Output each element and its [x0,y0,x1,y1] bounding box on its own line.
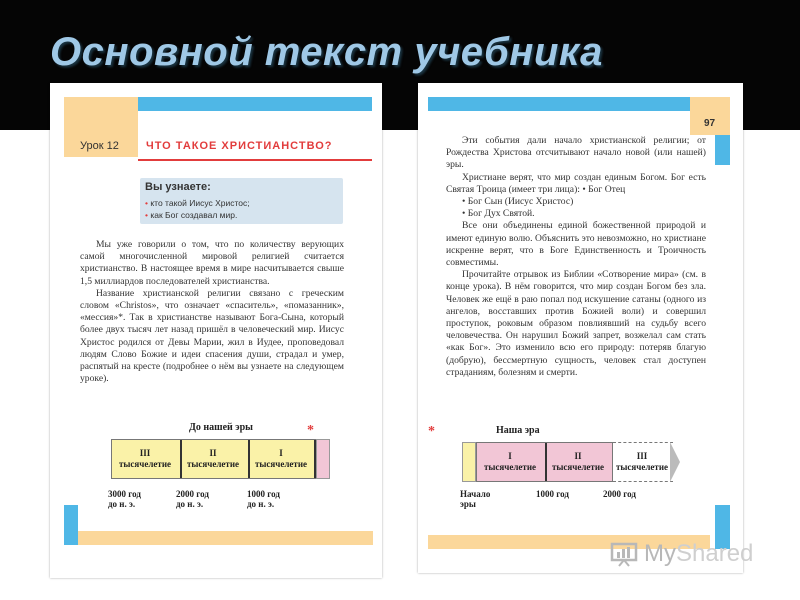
page-bottom-bar [78,531,373,545]
lesson-number: Урок 12 [80,140,119,152]
paragraph: • Бог Дух Святой. [462,208,535,220]
paragraph: Мы уже говорили о том, что по количеству верующих самой многочисленной мировой религией считается христианство. В настоящее время в мире насчитывается свыше 1,5 миллиардов последователей христианства. [80,239,344,287]
timeline-bce [111,439,316,479]
page-top-bar [428,97,690,111]
lesson-heading: ЧТО ТАКОЕ ХРИСТИАНСТВО? [146,140,333,152]
page-corner-accent [64,505,78,545]
slide-title: Основной текст учебника [50,30,603,74]
heading-underline [138,159,372,161]
paragraph: Прочитайте отрывок из Библии «Сотворение мира» (см. в конце урока). В нём говорится, что мир создан Богом без зла. Человек же ещё в раю попал под искушение сатаны (одного из ангелов, восставших против Божией воли) и совершил проступок, роковым образом повлиявший на судьбу всего человечества. Он нарушил Божий запрет, возжелал сам стать «как Бог». Это изменило всю его природу: потеряв благую (добрую), бессмертную сущность, человек стал доступен страданиям, болезням и смерти. [446,269,706,378]
page-top-bar [138,97,372,111]
main-text [446,135,706,379]
asterisk-marker: * [428,424,435,439]
paragraph: Все они объединены единой божественной природой и имеют единую волю. Объяснить это невозможно, но христиане искренне верят, что в Боге Единственность и Троичность совместимы. [446,220,706,269]
presentation-chart-icon [610,541,638,567]
timeline-label: До нашей эры [189,422,253,433]
timeline-date: 2000 год [603,489,636,499]
timeline-date: 2000 год до н. э. [176,489,209,509]
textbook-page-left [50,83,382,578]
timeline-date: 1000 год до н. э. [247,489,280,509]
asterisk-marker: * [307,423,314,438]
bullet-icon: • [145,198,151,208]
timeline-date: Начало эры [460,489,491,509]
timeline-segment: II тысячелетие [180,440,250,478]
page-corner-accent [715,135,730,165]
learn-box-item: • как Бог создавал мир. [145,210,238,220]
textbook-page-right [418,83,743,573]
watermark [610,540,753,568]
learn-box-title: Вы узнаете: [145,181,211,193]
timeline-future-segment: III тысячелетие [613,442,673,482]
timeline-bce-stub [462,442,476,482]
timeline-ce-stub [316,439,330,479]
timeline-segment: III тысячелетие [112,440,182,478]
timeline-label: Наша эра [496,425,540,436]
timeline-segment: I тысячелетие [248,440,316,478]
timeline-segment: I тысячелетие [477,443,547,481]
timeline-segment: II тысячелетие [551,451,605,472]
watermark-text: MyShared [644,540,754,567]
learn-box [140,178,343,224]
bullet-icon: • [145,210,151,220]
timeline-date: 1000 год [536,489,569,499]
paragraph: • Бог Сын (Иисус Христос) [462,196,574,208]
timeline-arrow-icon [670,442,680,482]
timeline-ce [476,442,613,482]
paragraph: Христиане верят, что мир создан единым Богом. Бог есть Святая Троица (имеет три лица): • Бог Отец [446,171,706,195]
learn-box-item: • кто такой Иисус Христос; [145,198,250,208]
paragraph: Название христианской религии связано с греческим словом «Christos», что означает «спаситель», «помазанник», «мессия»*. Так в христианстве называют Бога-Сына, который более двух тысяч лет назад пришёл в человеческий мир. Иисус Христос родился от Девы Марии, жил в Иудее, проповедовал людям Слово Божие и идеи спасения души, страдал и умер, распятый на кресте (подробнее о нём вы узнаете на следующем уроке). [80,287,344,385]
main-text [80,239,344,385]
page-number: 97 [704,118,716,129]
page-number-tab [690,97,730,135]
timeline-date: 3000 год до н. э. [108,489,141,509]
paragraph: Эти события дали начало христианской религии; от Рождества Христова отсчитывают начало новой (или нашей) эры. [446,135,706,171]
